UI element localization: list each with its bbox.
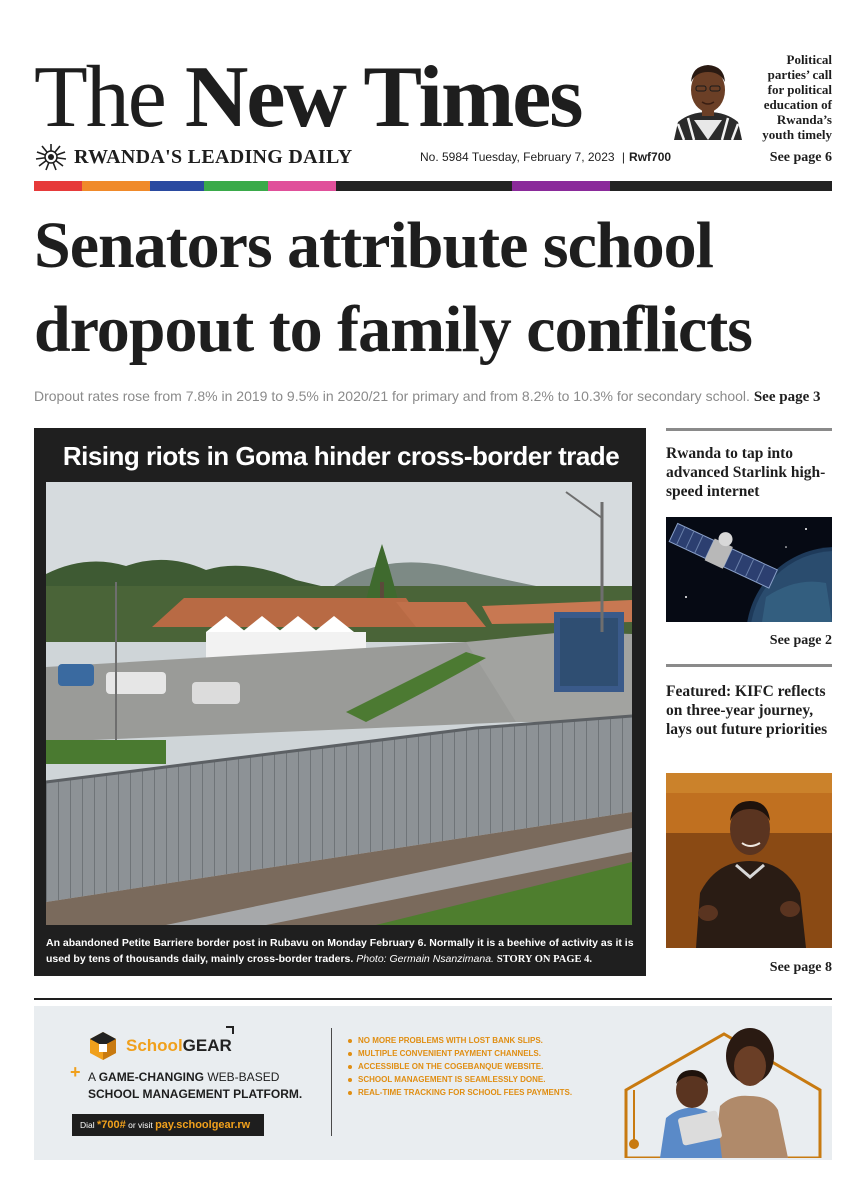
ad-bullet bbox=[348, 1086, 572, 1099]
starlink-satellite-image[interactable] bbox=[666, 517, 832, 622]
ad-bullet-text: SCHOOL MANAGEMENT IS SEAMLESSLY DONE. bbox=[358, 1075, 546, 1084]
kifc-speaker-image[interactable] bbox=[666, 773, 832, 948]
photo-story-box bbox=[34, 428, 646, 976]
ad-line1-prefix: A bbox=[88, 1070, 99, 1084]
ad-line1-suffix: WEB-BASED bbox=[204, 1070, 280, 1084]
ad-bullet bbox=[348, 1060, 572, 1073]
ad-bullet-list bbox=[348, 1034, 572, 1099]
kifc-headline[interactable]: Featured: KIFC reflects on three-year journey, lays out future priorities bbox=[666, 683, 828, 738]
corner-mark-icon bbox=[226, 1026, 234, 1034]
color-bar-segment bbox=[720, 181, 832, 191]
ad-bullet-text: REAL-TIME TRACKING FOR SCHOOL FEES PAYMENTS. bbox=[358, 1088, 573, 1097]
bullet-dot-icon bbox=[348, 1091, 352, 1095]
ad-tagline-line2: SCHOOL MANAGEMENT PLATFORM. bbox=[88, 1087, 303, 1101]
ad-bullet bbox=[348, 1047, 572, 1060]
ad-line1-bold: GAME-CHANGING bbox=[98, 1070, 205, 1084]
right-column-rule bbox=[666, 664, 832, 667]
ad-bullet-text: MULTIPLE CONVENIENT PAYMENT CHANNELS. bbox=[358, 1049, 541, 1058]
lead-subhead bbox=[34, 388, 834, 406]
color-bar-segment bbox=[268, 181, 336, 191]
photo-caption bbox=[46, 935, 636, 968]
starlink-headline[interactable]: Rwanda to tap into advanced Starlink high-speed internet bbox=[666, 445, 826, 500]
color-bar-segment bbox=[414, 181, 512, 191]
ad-dial-code: *700# bbox=[97, 1119, 126, 1131]
ad-dial-bar[interactable] bbox=[72, 1114, 264, 1136]
ad-dial-url[interactable]: pay.schoolgear.rw bbox=[155, 1119, 251, 1131]
kifc-see-page[interactable]: See page 8 bbox=[769, 960, 832, 975]
lead-headline[interactable]: Senators attribute school dropout to family conflicts bbox=[34, 209, 752, 366]
bullet-dot-icon bbox=[348, 1052, 352, 1056]
schoolgear-brand-gear: GEAR bbox=[182, 1036, 232, 1055]
schoolgear-ad[interactable] bbox=[34, 1006, 832, 1160]
ad-dial-or: or visit bbox=[125, 1120, 156, 1130]
schoolgear-brand-school: School bbox=[126, 1036, 183, 1055]
top-teaser-headline[interactable]: Political parties’ call for political education of Rwanda’s youth timely bbox=[762, 52, 832, 142]
color-bar-segment bbox=[610, 181, 720, 191]
issue-date: Tuesday, February 7, 2023 bbox=[471, 150, 615, 164]
ad-bullet-text: ACCESSIBLE ON THE COGEBANQUE WEBSITE. bbox=[358, 1062, 544, 1071]
color-bar-segment bbox=[150, 181, 204, 191]
color-bar-segment bbox=[336, 181, 414, 191]
masthead-title-new-times: New Times bbox=[184, 49, 582, 146]
photo-story-on-page[interactable]: STORY ON PAGE 4. bbox=[496, 954, 593, 965]
issue-line bbox=[420, 150, 671, 164]
plus-icon: + bbox=[70, 1062, 81, 1082]
bullet-dot-icon bbox=[348, 1065, 352, 1069]
ad-bullet bbox=[348, 1073, 572, 1086]
photo-credit: Photo: Germain Nsanzimana. bbox=[356, 953, 494, 965]
border-post-photo[interactable] bbox=[46, 482, 632, 925]
masthead-title bbox=[34, 49, 674, 146]
top-teaser-see-page[interactable]: See page 6 bbox=[769, 150, 832, 165]
issue-number: No. 5984 bbox=[420, 150, 469, 164]
bullet-dot-icon bbox=[348, 1078, 352, 1082]
lead-see-page[interactable]: See page 3 bbox=[753, 389, 821, 405]
photo-story-title[interactable]: Rising riots in Goma hinder cross-border trade bbox=[62, 441, 620, 471]
color-bar-segment bbox=[204, 181, 268, 191]
schoolgear-logo-icon bbox=[88, 1030, 118, 1062]
issue-separator: | bbox=[621, 150, 626, 164]
ad-bullet bbox=[348, 1034, 572, 1047]
color-bar-segment bbox=[512, 181, 610, 191]
tagline-text: RWANDA'S LEADING DAILY bbox=[74, 145, 353, 168]
ad-divider bbox=[331, 1028, 332, 1136]
teaser-portrait-image[interactable] bbox=[672, 58, 744, 140]
schoolgear-brand bbox=[126, 1036, 232, 1056]
sun-emblem-icon bbox=[34, 143, 68, 171]
right-column-rule bbox=[666, 428, 832, 431]
color-bar-segment bbox=[82, 181, 150, 191]
starlink-see-page[interactable]: See page 2 bbox=[769, 633, 832, 648]
ad-family-tablet-image bbox=[620, 1010, 826, 1158]
bullet-dot-icon bbox=[348, 1039, 352, 1043]
photo-caption-text: An abandoned Petite Barriere border post in Rubavu on Monday February 6. Normally it is a beehive of activity as it is used by tens of thousands daily, mainly cross-border traders. bbox=[46, 937, 634, 965]
color-bar-segment bbox=[34, 181, 82, 191]
color-bar bbox=[34, 181, 832, 191]
issue-price: Rwf700 bbox=[629, 150, 672, 164]
lead-subhead-text: Dropout rates rose from 7.8% in 2019 to 9.5% in 2020/21 for primary and from 8.2% to 10.3% for secondary school. bbox=[34, 388, 750, 404]
ad-bullet-text: NO MORE PROBLEMS WITH LOST BANK SLIPS. bbox=[358, 1036, 543, 1045]
ad-dial-label: Dial bbox=[80, 1120, 98, 1130]
page-divider bbox=[34, 998, 832, 1000]
tagline bbox=[34, 143, 414, 171]
masthead-title-the: The bbox=[34, 49, 185, 146]
masthead bbox=[34, 49, 674, 146]
ad-tagline-line1 bbox=[88, 1070, 279, 1084]
